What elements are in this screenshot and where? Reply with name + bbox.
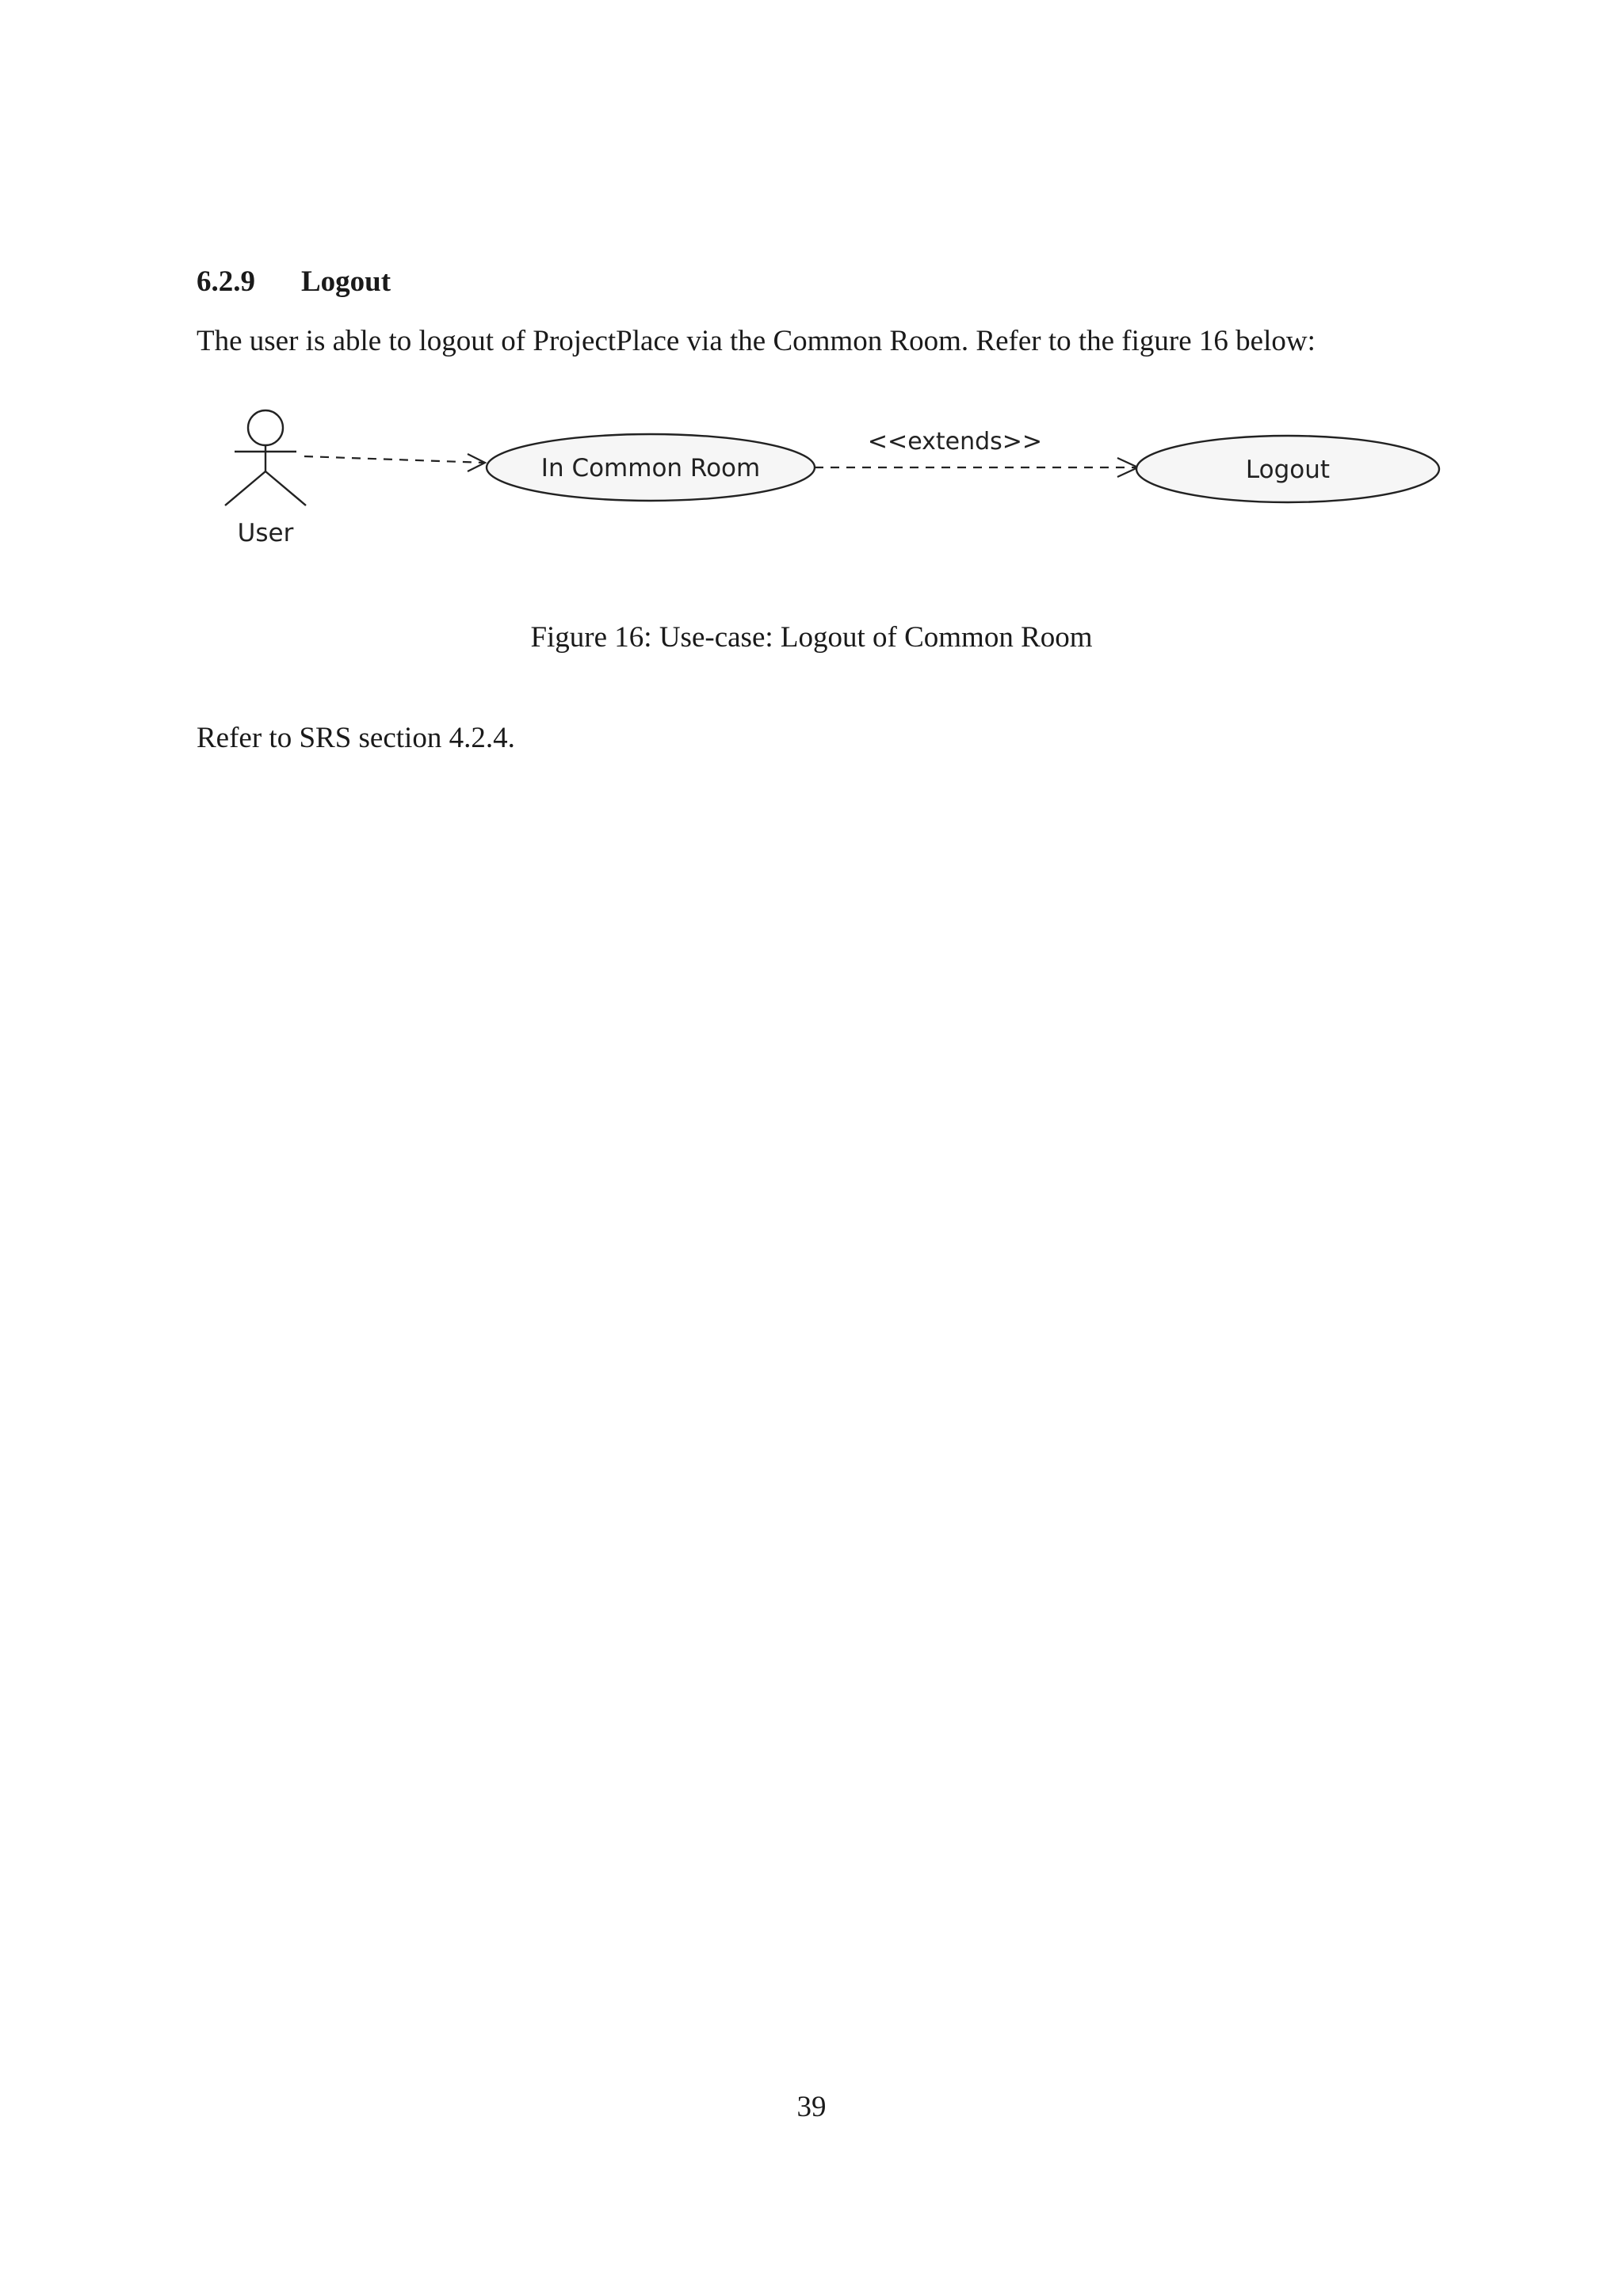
page-number: 39	[796, 2091, 827, 2123]
actor-figure	[225, 410, 306, 505]
extends-label: <<extends>>	[867, 428, 1043, 456]
reference-paragraph: Refer to SRS section 4.2.4.	[197, 722, 515, 754]
use-case-in-common-room-label: In Common Room	[540, 454, 761, 482]
association-arrow	[304, 454, 485, 471]
actor-head	[248, 410, 283, 445]
actor-left-leg	[225, 471, 265, 505]
actor-label: User	[237, 519, 294, 547]
figure-caption: Figure 16: Use-case: Logout of Common Room	[530, 621, 1093, 654]
extends-arrow	[815, 458, 1138, 477]
use-case-diagram-svg	[206, 396, 1458, 570]
section-number: 6.2.9	[197, 265, 255, 298]
actor-right-leg	[265, 471, 306, 505]
use-case-diagram	[206, 396, 1458, 570]
use-case-logout-label: Logout	[1245, 456, 1331, 484]
section-title: Logout	[301, 265, 391, 298]
intro-paragraph: The user is able to logout of ProjectPlace via the Common Room. Refer to the figure 16 below:	[197, 325, 1316, 357]
section-heading	[197, 265, 391, 299]
